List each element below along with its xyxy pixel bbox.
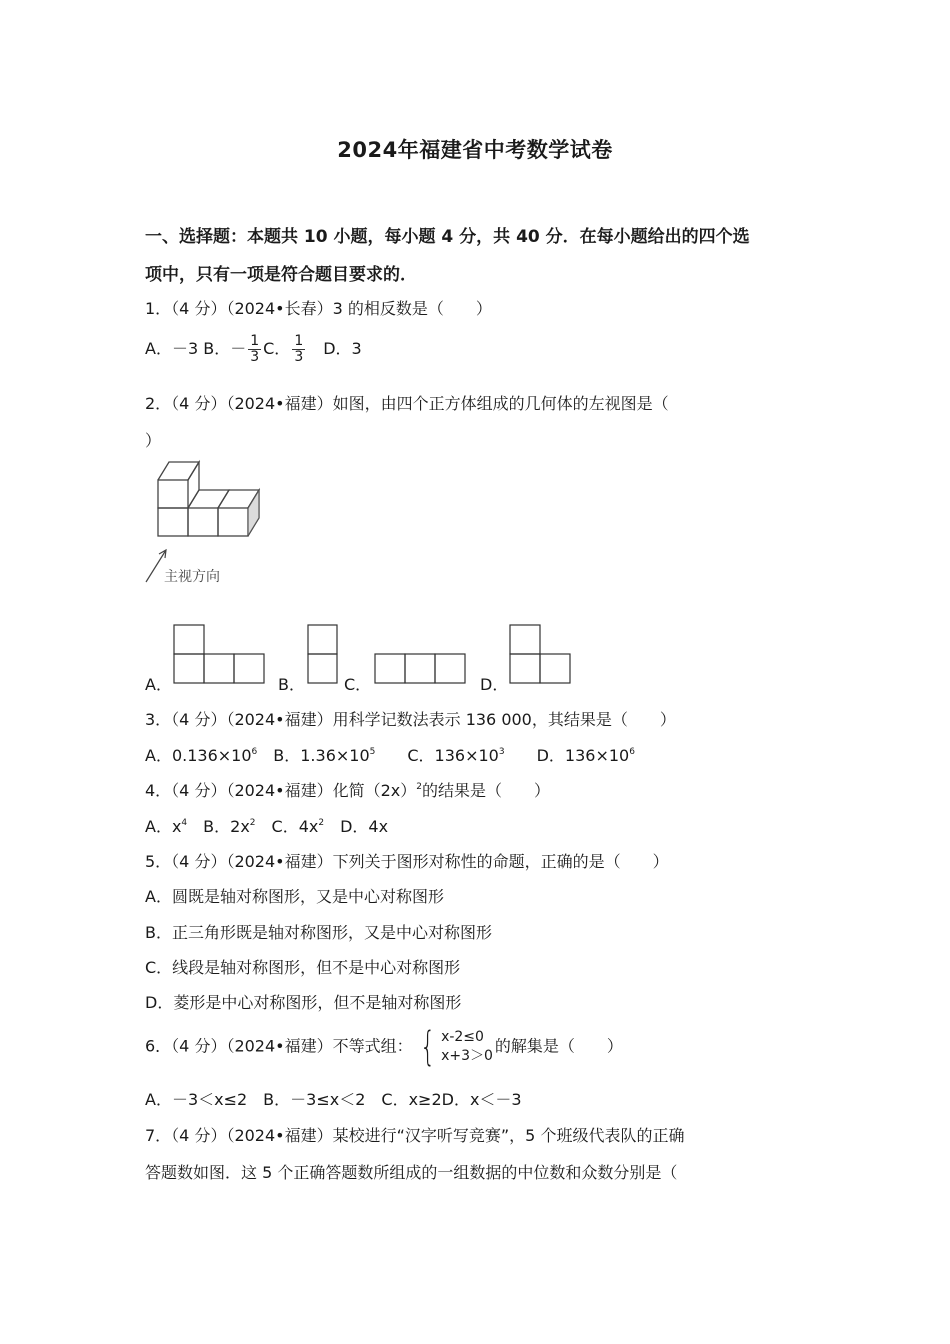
question-5-stem: 5．（4 分）（2024•福建）下列关于图形对称性的命题，正确的是（ ） [145,852,669,871]
q5-option-b: B．正三角形既是轴对称图形，又是中心对称图形 [145,923,492,942]
q2-option-b-label: B． [278,675,305,694]
q1-fraction-c: $\frac{1}{3}$ [294,333,304,365]
q1-option-d: D．3 [307,339,362,358]
q2-option-a-figure [172,623,266,685]
section-heading-line2: 项中，只有一项是符合题目要求的． [145,265,417,285]
q1-option-a: A．－3 B．－ [145,339,247,358]
question-2-stem-line1: 2．（4 分）（2024•福建）如图，由四个正方体组成的几何体的左视图是（ [145,394,669,413]
q1-fraction-b: $\frac{1}{3}$ [250,333,260,365]
question-1-options [145,334,362,365]
section-heading-line1: 一、选择题：本题共 10 小题，每小题 4 分，共 40 分．在每小题给出的四个选 [145,227,750,247]
q2-option-c-figure [373,652,467,686]
question-4-stem: 4．（4 分）（2024•福建）化简$(2x)^2$的结果是（ ） [145,781,551,800]
q2-option-d-figure [508,623,572,685]
q5-option-d: D．菱形是中心对称图形，但不是轴对称图形 [145,993,462,1012]
q5-option-c: C．线段是轴对称图形，但不是中心对称图形 [145,958,461,977]
view-direction-label: 主视方向 [164,569,220,585]
page-title: 2024年福建省中考数学试卷 [337,138,613,162]
question-3-options: A．$0.136\times 10^6$ B．$1.36\times 10^5$ C．$136\times 10^3$ D．$136\times 10^6$ [145,746,635,765]
q5-option-a: A．圆既是轴对称图形，又是中心对称图形 [145,887,444,906]
q2-option-a-label: A． [145,675,172,694]
question-2-stem-line2: ） [145,431,162,450]
q2-option-c-label: C． [344,675,372,694]
q2-option-d-label: D． [480,675,509,694]
question-4-options: A．$x^4$ B．$2x^2$ C．$4x^2$ D．4x [145,817,389,836]
question-7-stem-line2: 答题数如图．这 5 个正确答题数所组成的一组数据的中位数和众数分别是（ [145,1163,678,1182]
brace-icon: { [419,1024,435,1070]
q2-option-b-figure [306,623,340,685]
inequality-system: { x-2≤0 x+3＞0 [419,1024,493,1070]
question-6-stem: 6．（4 分）（2024•福建）不等式组： { x-2≤0 x+3＞0 的解集是（ ） [145,1024,623,1070]
question-1-stem: 1．（4 分）（2024•长春）3 的相反数是（ ） [145,299,492,318]
q1-option-c: C． [263,339,291,358]
question-3-stem: 3．（4 分）（2024•福建）用科学记数法表示 136 000，其结果是（ ） [145,710,676,729]
question-7-stem-line1: 7．（4 分）（2024•福建）某校进行“汉字听写竞赛”，5 个班级代表队的正确 [145,1126,685,1145]
question-6-options: A．－3＜x≤2 B．－3≤x＜2 C．x≥2D．x＜－3 [145,1090,522,1109]
